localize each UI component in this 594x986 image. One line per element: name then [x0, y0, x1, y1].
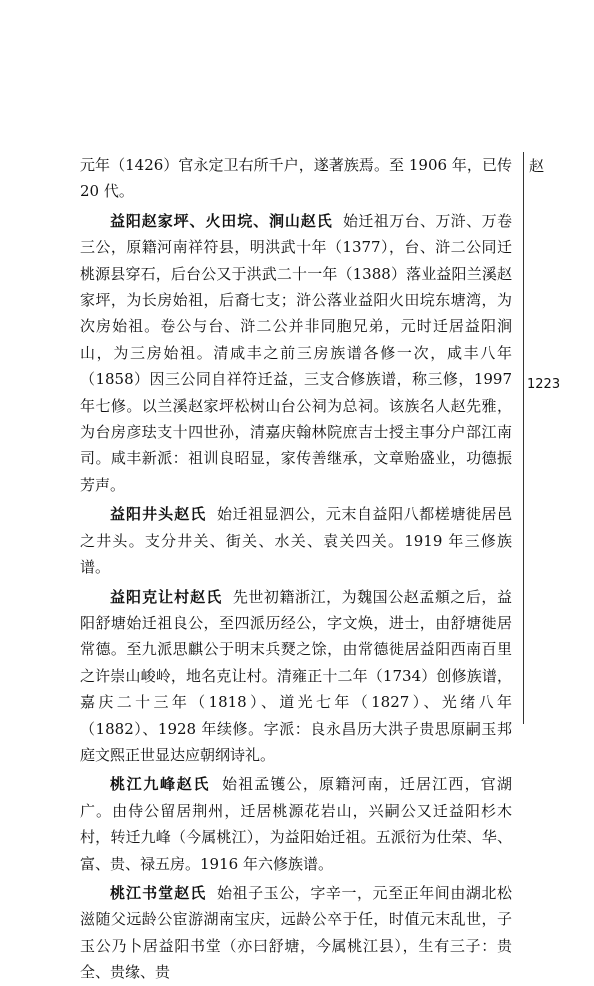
entry-paragraph: [80, 584, 512, 769]
entry-body: 先世初籍浙江，为魏国公赵孟頫之后，益阳舒塘始迁祖良公，至四派历经公，字文焕，进士，由舒塘徙居常德。至九派思麒公于明末兵燹之馀，由常德徙居益阳西南百里之许崇山峻岭，地名克让村。清雍正十二年（1734）创修族谱，嘉庆二十三年（1818）、道光七年（1827）、光绪八年（1882）、1928 年续修。字派：良永昌历大洪子贵思原嗣玉邦庭文熙正世显达应朝纲诗礼。: [80, 587, 512, 764]
entry-heading: 桃江书堂赵氏: [110, 883, 207, 902]
continuation-paragraph: 元年（1426）官永定卫右所千户，遂著族焉。至 1906 年，已传 20 代。: [80, 156, 512, 201]
entry-heading: 桃江九峰赵氏: [110, 775, 211, 794]
main-text-column: [80, 152, 512, 986]
entry-heading: 益阳赵家坪、火田垸、涧山赵氏: [110, 211, 333, 230]
page-number: 1223: [527, 377, 561, 392]
entry-paragraph: [80, 771, 512, 877]
entry-heading: 益阳克让村赵氏: [110, 587, 223, 606]
margin-rule: [523, 152, 524, 724]
entry-body: 始祖子玉公，字辛一，元至正年间由湖北松滋随父远龄公宦游湖南宝庆，远龄公卒于任，时值元末乱世，子玉公乃卜居益阳书堂（亦曰舒塘，今属桃江县），生有三子：贵全、贵缘、贵: [80, 883, 512, 982]
entry-body: 始迁祖万台、万浒、万卷三公，原籍河南祥符县，明洪武十年（1377），台、浒二公同迁桃源县穿石，后台公又于洪武二十一年（1388）落业益阳兰溪赵家坪，为长房始祖，后裔七支；浒公落业益阳火田垸东塘湾，为次房始祖。卷公与台、浒二公并非同胞兄弟，元时迁居益阳涧山，为三房始祖。清咸丰之前三房族谱各修一次，咸丰八年（1858）因三公同自祥符迁益，三支合修族谱，称三修，1997 年七修。以兰溪赵家坪松树山台公祠为总祠。该族名人赵先雅，为台房彦珐支十四世孙，清嘉庆翰林院庶吉士授主事分户部江南司。咸丰新派：祖训良昭显，家传善继承，文章贻盛业，功德振芳声。: [80, 211, 512, 494]
surname-side-tag: 赵: [529, 157, 545, 175]
entry-body: 始迁祖显泗公，元末自益阳八都槎塘徙居邑之井头。支分井关、街关、水关、袁关四关。1919 年三修族谱。: [80, 505, 512, 577]
entry-heading: 益阳井头赵氏: [110, 505, 207, 524]
entry-paragraph: [80, 880, 512, 986]
entry-body: 始祖孟镬公，原籍河南，迁居江西，官湖广。由侍公留居荆州，迁居桃源花岩山，兴嗣公又迁益阳杉木村，转迁九峰（今属桃江），为益阳始迁祖。五派衍为仕荣、华、富、贵、禄五房。1916 年六修族谱。: [80, 775, 512, 873]
entry-paragraph: [80, 501, 512, 580]
entry-paragraph: [80, 208, 512, 498]
